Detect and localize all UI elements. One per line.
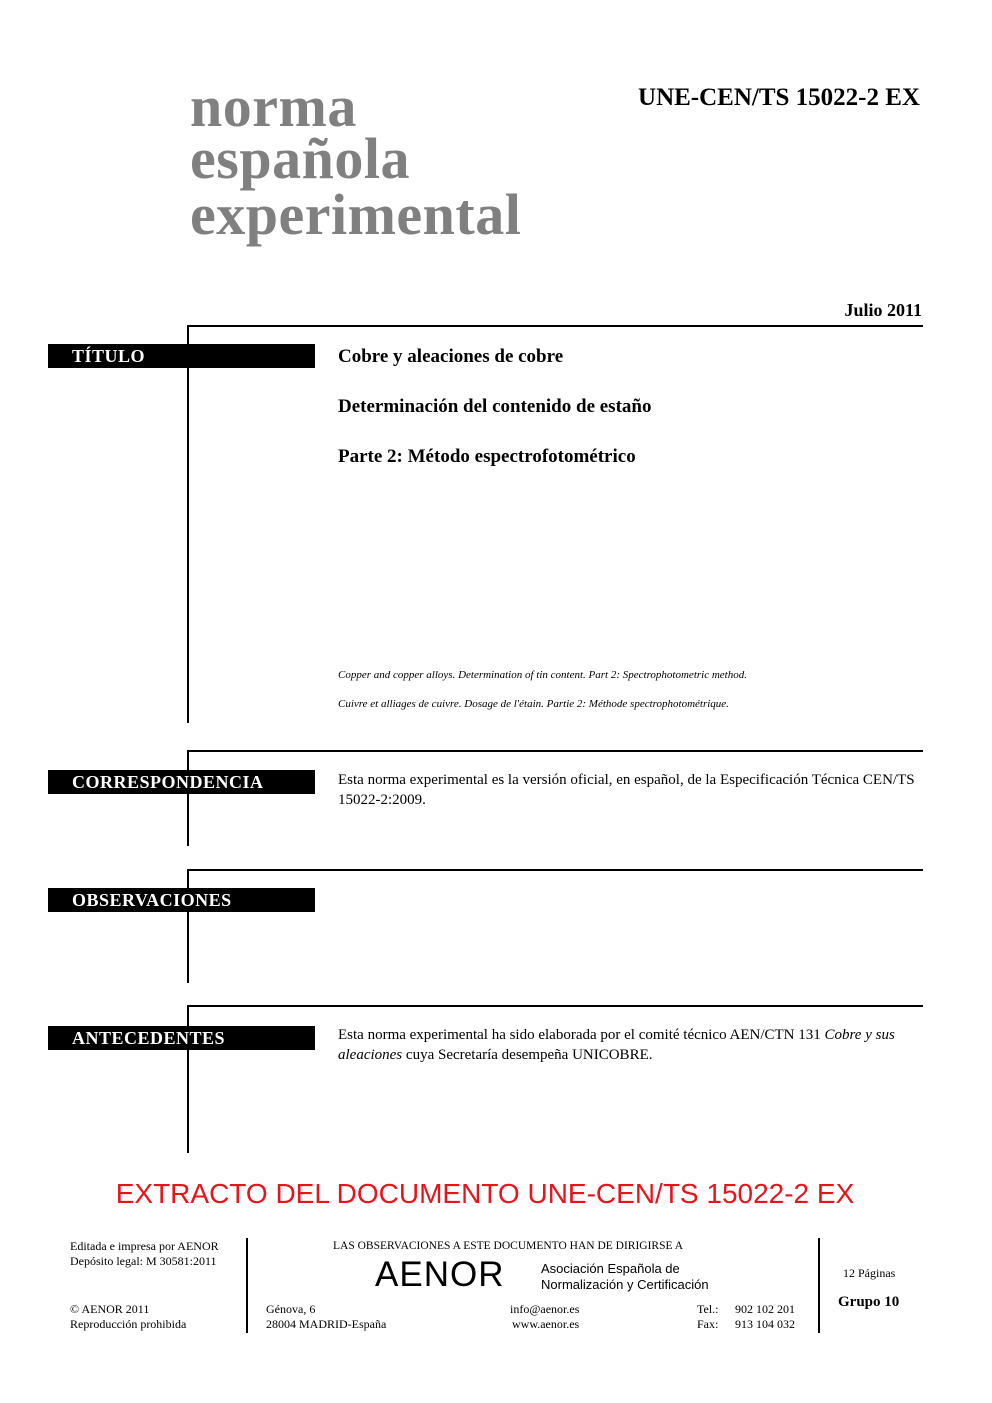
antecedentes-label: ANTECEDENTES <box>48 1026 315 1050</box>
footer-group: Grupo 10 <box>838 1294 900 1310</box>
aenor-logo: AENOR <box>375 1255 505 1294</box>
footer-reproduction: Reproducción prohibida <box>70 1317 187 1331</box>
heading-norma: norma <box>190 74 357 139</box>
titulo-line-2: Determinación del contenido de estaño <box>338 396 652 417</box>
publication-date: Julio 2011 <box>844 300 922 320</box>
translation-english: Copper and copper alloys. Determination of tin content. Part 2: Spectrophotometric method. <box>338 669 747 681</box>
observaciones-label: OBSERVACIONES <box>48 888 315 912</box>
footer-copyright: © AENOR 2011 <box>70 1302 150 1316</box>
aenor-subtitle-line-1: Asociación Española de <box>541 1261 680 1276</box>
standard-code: UNE-CEN/TS 15022-2 EX <box>638 84 920 111</box>
antecedentes-text <box>338 1025 928 1065</box>
footer-divider-right <box>818 1238 820 1333</box>
footer-website[interactable]: www.aenor.es <box>512 1317 580 1331</box>
titulo-line-1: Cobre y aleaciones de cobre <box>338 346 564 367</box>
correspondencia-side-rule <box>187 750 189 846</box>
correspondencia-top-rule <box>188 750 923 752</box>
footer-edited: Editada e impresa por AENOR <box>70 1239 219 1253</box>
extract-notice: EXTRACTO DEL DOCUMENTO UNE-CEN/TS 15022-2 EX <box>115 1178 855 1209</box>
footer-deposit: Depósito legal: M 30581:2011 <box>70 1254 217 1268</box>
footer-fax-value: 913 104 032 <box>735 1317 795 1331</box>
titulo-label: TÍTULO <box>48 344 315 368</box>
observaciones-side-rule <box>187 869 189 983</box>
titulo-top-rule <box>188 325 923 327</box>
footer-divider-left <box>246 1238 248 1333</box>
footer-email[interactable]: info@aenor.es <box>510 1302 580 1316</box>
titulo-side-rule <box>187 325 189 723</box>
footer-tel-label: Tel.: <box>697 1302 719 1316</box>
footer-page-count: 12 Páginas <box>843 1266 896 1280</box>
correspondencia-text: Esta norma experimental es la versión oficial, en español, de la Especificación Técnica CEN/TS 15022-2:2009. <box>338 772 915 808</box>
correspondencia-label: CORRESPONDENCIA <box>48 770 315 794</box>
footer-tel-value: 902 102 201 <box>735 1302 795 1316</box>
titulo-line-3: Parte 2: Método espectrofotométrico <box>338 446 636 467</box>
observaciones-top-rule <box>188 869 923 871</box>
footer-address-street: Génova, 6 <box>266 1302 316 1316</box>
heading-espanola: española <box>190 126 410 191</box>
footer-fax-label: Fax: <box>697 1317 719 1331</box>
aenor-subtitle-line-2: Normalización y Certificación <box>541 1277 709 1292</box>
aenor-logo-subtitle <box>541 1261 709 1293</box>
heading-experimental: experimental <box>190 182 522 247</box>
footer-address-city: 28004 MADRID-España <box>266 1317 387 1331</box>
antecedentes-committee-name: Cobre y sus aleaciones <box>338 1027 895 1063</box>
antecedentes-top-rule <box>188 1005 923 1007</box>
antecedentes-text-end: cuya Secretaría desempeña UNICOBRE. <box>402 1047 653 1063</box>
footer-observations-note: LAS OBSERVACIONES A ESTE DOCUMENTO HAN DE DIRIGIRSE A <box>333 1240 684 1252</box>
translation-french: Cuivre et alliages de cuivre. Dosage de l'étain. Partie 2: Méthode spectrophotométrique. <box>338 698 729 710</box>
antecedentes-text-start: Esta norma experimental ha sido elaborada por el comité técnico AEN/CTN 131 <box>338 1027 825 1043</box>
